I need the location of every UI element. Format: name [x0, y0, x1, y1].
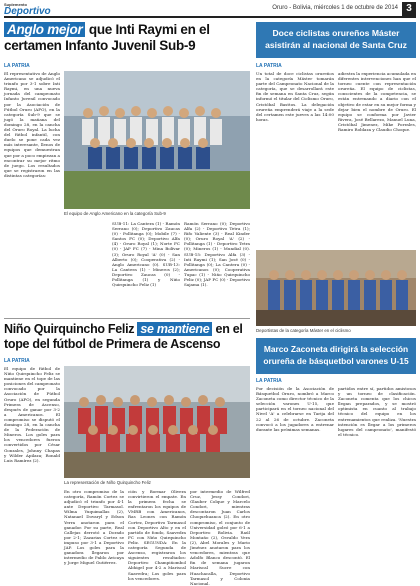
article3-col2: adiestra la experiencia acumulada en diferentes intervenciones han que el torneo cuente con representación orureña. El equipo de ciclistas, conscientes de la competencia, se están entrenando a diario con el objetivo de estar en su mejor forma y dejar bien el nombre de Oruro. El equipo se conforma por Javier Rivera, José Bellarezo, Manuel Luna, Cristóbal Jimenez, Mike Porrales, Ramiro Roblaza y Claudio Choque. [338, 71, 416, 133]
masthead [4, 2, 416, 18]
article1-photo-caption: El equipo de Anglo Americano en la categoría Sub-9 [64, 211, 166, 216]
article1-col1-cont [4, 235, 108, 315]
article4-banner-line1: Marco Zaconeta dirigirá la selección [263, 344, 409, 354]
anglo-team-photo [64, 71, 250, 209]
quirquincho-team-photo [64, 366, 250, 478]
article1-headline-text: que Inti Raymi en el certamen Infanto Juvenil Sub-9 [4, 22, 210, 53]
quirquincho-team-photo-drawing [64, 366, 250, 478]
article2-headline-start: Niño Quirquincho Feliz [4, 322, 135, 336]
article1-tag: LA PATRIA [4, 63, 30, 69]
article2-photo-caption: La representación de Niño Quirquincho Feliz [64, 480, 151, 485]
article1-headline [4, 22, 250, 54]
article3-photo-caption: Deportistas de la categoría Máster en el ciclismo [256, 328, 351, 333]
article2-col3: ción y Bormar Olivera convirtieron el empate. En la primera fecha se enfrentaron los equipos de VMRB con Americanos, Ras Leones con Ramón Cortez, Deportivo Tarmasol con Deportivo Alto y en el partido de fondo, Saavedra FC con Niño Quirquincho Feliz. SEGUNDA: En la categoría Segunda de Ascenso, registraron los siguientes resultados: Deportivo Champiñombol Abhigel por 4-2 a Mariscal Saavedra; Los goles para los vencedores. [128, 489, 186, 581]
article2-col2: En otro compromiso de la categoría, Ramón Cortez se adjudicó el triunfo por 4-1 ante Deportivo Tarmasol. Wilma Yuquimallas (2), Natanael Dovaryl y Edson Yerra anotaron para el ganador. Por su parte, Real Callejas derrotó a Dorado por 2-1; Zazarias Cortez se impuso por 3-1 a Deportivo JAP. Los goles para la ganadora llegaron por intermedio de Pablo Avicaya y Jorge Miguel Gutiérrez. [64, 489, 124, 566]
page-number: 3 [402, 2, 416, 16]
article4-tag: LA PATRIA [256, 378, 282, 384]
article3-col1: Un total de doce ciclistas orureños en la categoría Máster tomarán parte del Campeonato Nacional de la categoría, que se desarrollará este fin de semana en Santa Cruz, según informó el titular del Ciclismo Oruro, Cristóbal Basttos. La delegación orureña emprenderá viaje a la sede del certamen este jueves a las 14:00 horas. [256, 71, 334, 122]
article2-headline [4, 322, 250, 352]
divider [4, 318, 250, 319]
article2-col4: por intermedio de Wilfred Cruz, Jessy Condori, Glauber Colque y Marcelo Condori, mientras descontaron Juan Carlos Choquehuanca (2). En otro compromiso, el conjunto de Universidad goleó por 6-1 a Deportivo Bolivia. Raúl Montaño (2), Osvaldo Vera (2), Abel Morales y Mario Jiménez anotaron para los vencedores, mientras que Adolfo Blanco descontó. El fin de semana jugaron Mariscal Sucre con Huachacalla, Deportivo Tarmasol y Colonia Nacional. [190, 489, 250, 586]
anglo-team-photo-drawing [64, 71, 250, 209]
article2-headline-highlight: se mantiene [137, 322, 212, 336]
masthead-logo [4, 2, 74, 16]
article3-banner-line1: Doce ciclistas orureños Máster [272, 28, 400, 38]
article4-col2: partidos entre sí, partidos amistosos y un torneo de clasificación. Zaconeta comenta que los chicos llegan preparados, y se mostró optimista en cuanto al trabajo técnico del equipo en los entrenamientos que realiza. 'Nuestra intención es llegar a los primeros lugares del campeonato', manifestó el técnico. [338, 386, 416, 437]
masthead-brand: Deportivo [4, 6, 51, 17]
cyclists-photo [256, 250, 416, 326]
article4-col1: Por decisión de la Asociación de Básquetbol Oruro, nombró a Marco Zaconeta como director técnico de la selección varones U-15, que participará en el torneo nacional del Nivel 'A' a celebrarse en Tarija del 22 al 26 de octubre. Zaconeta convocó a los jugadores a entrenar durante las próximas semanas. [256, 386, 334, 432]
article4-banner [256, 338, 416, 374]
article1-col3: Ramón Serrano (0); Deportivo Alfa (2) - Deportivo Tetra (1); Rifo Valiente (3) - Real Kinder (0); Oruro Royal 'A' (2) - Pollitanga (1) - Deportivo Tetra (0); Mineros (1) - Mundial (0). SUB-15: Deportivo Alfa (3) - Inti Raymi (1); San José (0) - Pollitanga (0); La Cantera (0) - Americanos (0); Cooperativa Tupac (1) - Niño Quirquincho Feliz (0); JAP FC (0) - Deportivo Sajama (1). [184, 221, 250, 288]
article1-col1: El representativo de Anglo Americano se adjudicó el triunfo por 3-1 sobre Inti Raymi, en una nueva jornada del campeonato Infanto Juvenil convocado por la Asociación de Fútbol Oruro (AFO), en la categoría Sub-9 que se jugó la mañana del domingo 28, en la cancha del Oruro Royal. La lucha del fútbol infantil, con duelo se pone cada vez más interesante, llenos de equipos que demuestran que por a poco empiezan a encontrar su mejor ritmo de juego. Los resultados que se registraron en las distintas categorías: [4, 71, 60, 178]
article2-col1: El equipo de fútbol de Niño Quirquincho Feliz se mantiene en el tope de las posiciones del campeonato convocado por la Asociación de Fútbol Oruro (AFO), en segunda Primera de Ascenso, después de ganar por 3-2 a Americanos. El compromiso se disputó el domingo 28, en la cancha de la Federación de Mineros. Los goles para los vencedores fueron convertidos por César Gonzales, Johnny Chapas y Wilder Apilaza; Ronald Luis Ramírez (2). [4, 366, 60, 463]
article3-banner [256, 22, 416, 58]
masthead-date: Oruro - Bolivia, miércoles 1 de octubre de 2014 [272, 5, 398, 11]
article1-col2: SUB-11: La Cantera (1) - Ramón Serrano (0); Deportivo Zaucas (0) - Pollitanga (0); Mobile (7) - Santos FC (0); Deportivo Alfa (4) - Oruro Royal (1); Norte FC (0) - JAP FC (7) - Mina Bolívar (3); Oruro Royal 'A' (0) - San Alberto (0); Cooperativa (2) - Anglo Americano (0). SUB-13: La Cantera (1) - Mineros (2); Deportivo Zaucas (0) - Pollitanga (1) y Niño Quirquincho Feliz (1) [112, 221, 180, 288]
cyclists-photo-drawing [256, 250, 416, 326]
article2-headline-text: en el tope del fútbol de Primera de Ascenso [4, 322, 243, 351]
article1-headline-highlight: Anglo mejor [4, 22, 85, 37]
article2-tag: LA PATRIA [4, 358, 30, 364]
article3-tag: LA PATRIA [256, 63, 282, 69]
article4-banner-line2: orureña de básquetbol varones U-15 [263, 356, 409, 366]
masthead-section: Suplemento [4, 2, 27, 7]
article3-banner-line2: asistirán al nacional de Santa Cruz [265, 40, 407, 50]
